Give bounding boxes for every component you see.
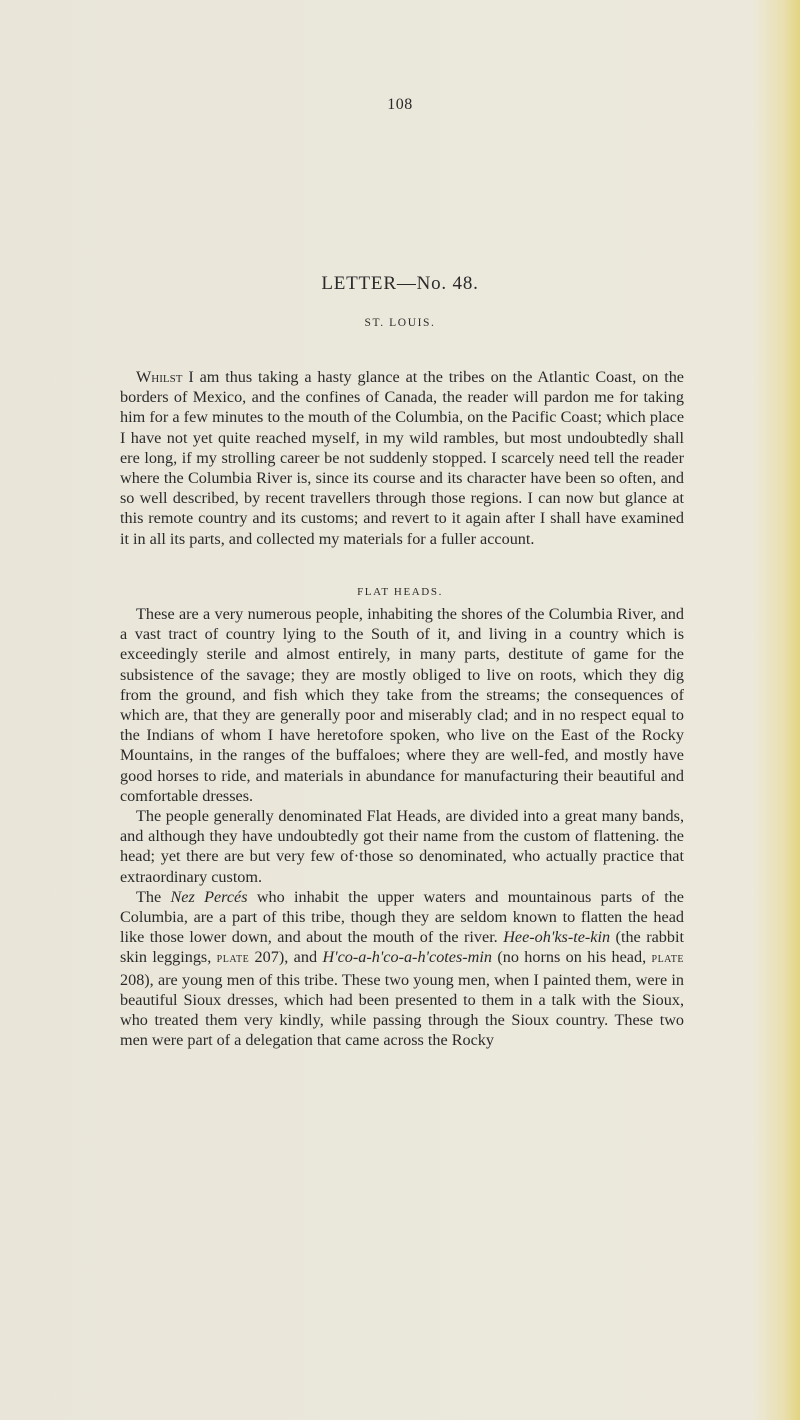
letter-title: LETTER—No. 48.	[321, 273, 479, 294]
paragraph-2: The people generally denominated Flat Heads, are divided into a great many bands, and although they have undoubtedly got their name from the custom of flattening. the head; yet there are but very few of·those so denominated, who actually practice that extraordinary custom.	[120, 807, 684, 886]
intro-paragraph	[120, 367, 684, 549]
intro-first-word: Whilst	[136, 368, 183, 386]
intro-text: I am thus taking a hasty glance at the tribes on the Atlantic Coast, on the borders of Mexico, and the confines of Canada, the reader will pardon me for taking him for a few minutes to the mouth of the Columbia, on the Pacific Coast; which place I have not yet quite reached myself, in my wild rambles, but most undoubtedly shall ere long, if my strolling career be not suddenly stopped. I scarcely need tell the reader where the Columbia River is, since its course and its character have been so often, and so well described, by recent travellers through those regions. I can now but glance at this remote country and its customs; and revert to it again after I shall have examined it in all its parts, and collected my materials for a fuller account.	[120, 368, 684, 548]
p3-text-6: 208), are young men of this tribe. These two young men, when I painted them, were in beautiful Sioux dresses, which had been presented to them in a talk with the Sioux, who treated them very kindly, while passing through the Sioux country. These two men were part of a delegation that came across the Rocky	[120, 970, 684, 1050]
paragraph-3	[120, 887, 684, 1051]
plate-reference-2: plate	[651, 951, 685, 967]
p3-text-1: The	[136, 887, 171, 906]
p3-text-4: 207), and	[249, 948, 323, 967]
paragraph-1: These are a very numerous people, inhabiting the shores of the Columbia River, and a vast tract of country lying to the South of it, and living in a country which is exceedingly sterile and almost entirely, in many parts, destitute of game for the subsistence of the savage; they are mostly obliged to live on roots, which they dig from the ground, and fish which they take from the streams; the consequences of which are, that they are generally poor and miserably clad; and in no respect equal to the Indians of whom I have heretofore spoken, who live on the East of the Rocky Mountains, in the ranges of the buffaloes; where they are well-fed, and mostly have good horses to ride, and materials in abundance for manufacturing their beautiful and comfortable dresses.	[120, 605, 684, 805]
intro-block	[120, 367, 684, 549]
p3-text-3: (the rabbit skin leggings,	[120, 928, 684, 967]
place-heading: ST. LOUIS.	[364, 317, 436, 329]
person-name-1: Hee-oh'ks-te-kin	[503, 928, 611, 947]
section-heading: FLAT HEADS.	[357, 586, 443, 598]
p3-text-5: (no horns on his head,	[491, 948, 652, 967]
person-name-2: H'co-a-h'co-a-h'cotes-min	[322, 948, 492, 967]
p3-text-2: who inhabit the upper waters and mountainous parts of the Columbia, are a part of this tribe, though they are seldom known to flatten the head like those lower down, and about the mouth of the river.	[120, 887, 684, 947]
tribe-name: Nez Percés	[170, 887, 248, 906]
body-block	[120, 604, 684, 1050]
plate-reference-1: plate	[216, 951, 250, 967]
page-number: 108	[387, 96, 413, 113]
